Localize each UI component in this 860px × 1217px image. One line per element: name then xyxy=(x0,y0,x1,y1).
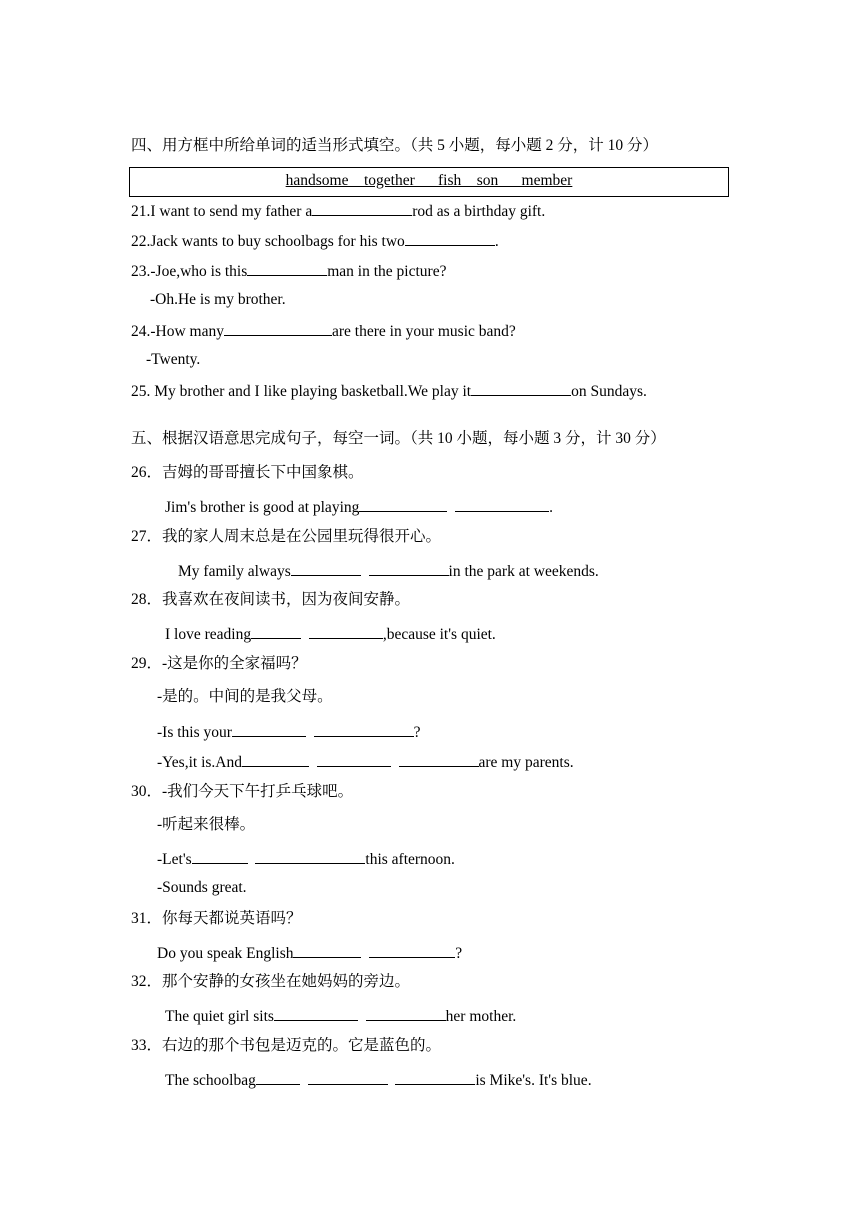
q29-text-after-2: are my parents. xyxy=(478,754,574,771)
question-23 xyxy=(131,260,446,282)
question-29-line-1 xyxy=(157,721,421,743)
q27-chinese: 27．我的家人周末总是在公园里玩得很开心。 xyxy=(131,528,442,545)
q32-blank-2[interactable] xyxy=(366,1005,446,1021)
q30-answer: -Sounds great. xyxy=(157,879,247,896)
q29-blank-2[interactable] xyxy=(314,721,414,737)
q26-chinese: 26．吉姆的哥哥擅长下中国象棋。 xyxy=(131,464,364,481)
q32-text-after: her mother. xyxy=(445,1008,517,1025)
q24-text-before: 24.-How many xyxy=(131,323,224,340)
q24-text-after: are there in your music band? xyxy=(332,323,516,340)
q29-text-before-1: -Is this your xyxy=(157,724,232,741)
question-26 xyxy=(165,496,553,518)
q29-chinese-2: -是的。中间的是我父母。 xyxy=(157,688,333,705)
q24-blank[interactable] xyxy=(224,320,332,336)
q30-blank-1[interactable] xyxy=(192,848,248,864)
question-21 xyxy=(131,200,545,222)
q31-blank-2[interactable] xyxy=(369,942,455,958)
q21-text-after: rod as a birthday gift. xyxy=(412,203,546,220)
q33-text-before: The schoolbag xyxy=(165,1072,256,1089)
q25-text-after: on Sundays. xyxy=(571,383,647,400)
q29-chinese-1: 29．-这是你的全家福吗？ xyxy=(131,655,307,672)
q23-text-before: 23.-Joe,who is this xyxy=(131,263,248,280)
q27-blank-2[interactable] xyxy=(369,560,449,576)
q29-text-after-1: ? xyxy=(413,724,421,741)
q28-text-before: I love reading xyxy=(165,626,252,643)
q32-text-before: The quiet girl sits xyxy=(165,1008,274,1025)
q21-text-before: 21.I want to send my father a xyxy=(131,203,313,220)
q31-blank-1[interactable] xyxy=(293,942,361,958)
q31-text-before: Do you speak English xyxy=(157,945,294,962)
question-29-line-2 xyxy=(157,751,574,773)
q30-text-after: this afternoon. xyxy=(365,851,455,868)
q28-chinese: 28．我喜欢在夜间读书，因为夜间安静。 xyxy=(131,591,411,608)
q22-text-after: . xyxy=(494,233,499,250)
q29-blank-4[interactable] xyxy=(317,751,391,767)
q30-text-before: -Let's xyxy=(157,851,192,868)
q28-text-after: ,because it's quiet. xyxy=(382,626,496,643)
q29-text-before-2: -Yes,it is.And xyxy=(157,754,242,771)
q22-text-before: 22.Jack wants to buy schoolbags for his two xyxy=(131,233,405,250)
question-33 xyxy=(165,1069,592,1091)
question-32 xyxy=(165,1005,516,1027)
word-box-words: handsome together fish son member xyxy=(285,172,573,189)
q31-text-after: ? xyxy=(455,945,463,962)
q28-blank-1[interactable] xyxy=(251,623,301,639)
question-24 xyxy=(131,320,516,342)
question-28 xyxy=(165,623,496,645)
section-4-heading: 四、用方框中所给单词的适当形式填空。（共 5 小题，每小题 2 分，计 10 分） xyxy=(131,137,659,154)
q25-blank[interactable] xyxy=(471,380,571,396)
q33-blank-1[interactable] xyxy=(256,1069,300,1085)
question-22 xyxy=(131,230,499,252)
q26-blank-2[interactable] xyxy=(455,496,549,512)
q32-chinese: 32．那个安静的女孩坐在她妈妈的旁边。 xyxy=(131,973,411,990)
section-5-heading: 五、根据汉语意思完成句子，每空一词。（共 10 小题，每小题 3 分，计 30 分） xyxy=(131,430,666,447)
question-30 xyxy=(157,848,455,870)
q26-text-after: . xyxy=(549,499,553,516)
q30-chinese-1: 30．-我们今天下午打乒乓球吧。 xyxy=(131,783,354,800)
q23-text-after: man in the picture? xyxy=(327,263,447,280)
q29-blank-1[interactable] xyxy=(232,721,306,737)
q31-chinese: 31．你每天都说英语吗？ xyxy=(131,910,302,927)
q30-chinese-2: -听起来很棒。 xyxy=(157,816,256,833)
question-25 xyxy=(131,380,647,402)
question-31 xyxy=(157,942,462,964)
q26-blank-1[interactable] xyxy=(359,496,447,512)
q33-chinese: 33．右边的那个书包是迈克的。它是蓝色的。 xyxy=(131,1037,442,1054)
q33-blank-3[interactable] xyxy=(395,1069,475,1085)
q28-blank-2[interactable] xyxy=(309,623,383,639)
question-27 xyxy=(178,560,599,582)
q32-blank-1[interactable] xyxy=(274,1005,358,1021)
q21-blank[interactable] xyxy=(312,200,412,216)
q22-blank[interactable] xyxy=(405,230,495,246)
q27-text-before: My family always xyxy=(178,563,291,580)
q25-text-before: 25. My brother and I like playing basketball.We play it xyxy=(131,383,472,400)
q33-text-after: is Mike's. It's blue. xyxy=(475,1072,592,1089)
q23-answer: -Oh.He is my brother. xyxy=(150,291,286,308)
q24-answer: -Twenty. xyxy=(146,351,201,368)
q29-blank-5[interactable] xyxy=(399,751,479,767)
q33-blank-2[interactable] xyxy=(308,1069,388,1085)
q26-text-before: Jim's brother is good at playing xyxy=(165,499,360,516)
q30-blank-2[interactable] xyxy=(255,848,365,864)
word-box xyxy=(129,167,729,197)
q27-text-after: in the park at weekends. xyxy=(448,563,599,580)
q27-blank-1[interactable] xyxy=(291,560,361,576)
q23-blank[interactable] xyxy=(247,260,327,276)
q29-blank-3[interactable] xyxy=(242,751,309,767)
